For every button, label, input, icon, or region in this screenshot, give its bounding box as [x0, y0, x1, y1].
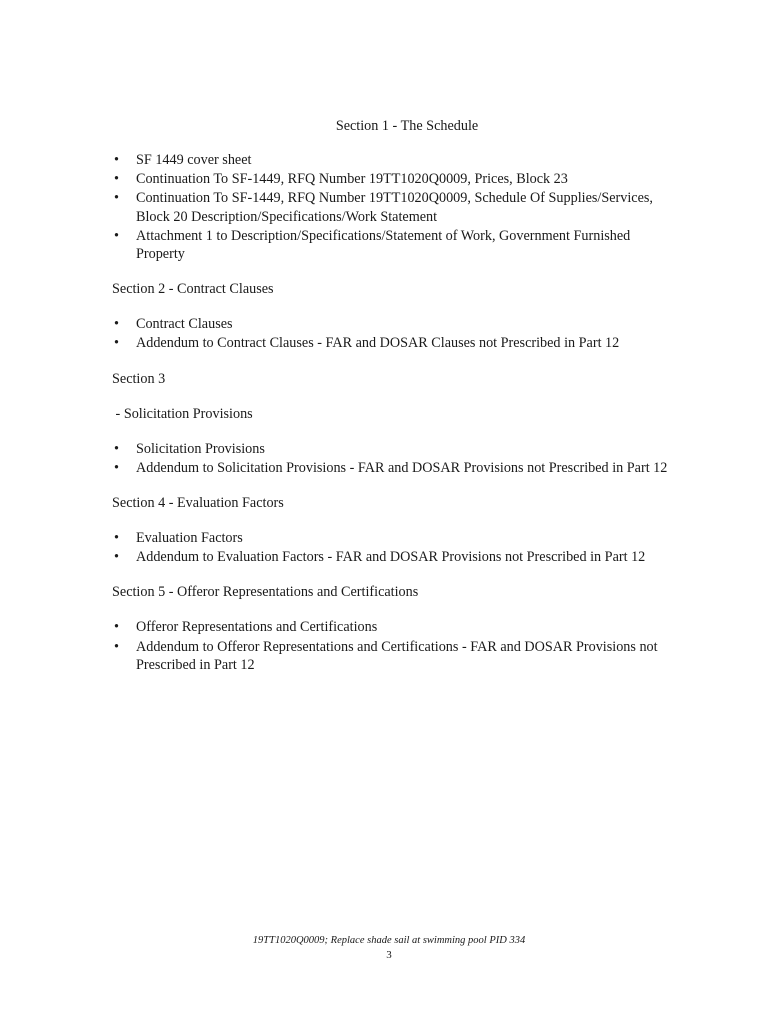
document-body	[112, 117, 672, 691]
section-2-heading: Section 2 - Contract Clauses	[112, 281, 274, 298]
section-2-list	[112, 315, 672, 352]
footer-note: 19TT1020Q0009; Replace shade sail at swimming pool PID 334	[252, 935, 526, 946]
list-item: • Evaluation Factors	[112, 529, 672, 547]
section-5-heading: Section 5 - Offeror Representations and Certifications	[112, 584, 419, 601]
list-item: • Continuation To SF-1449, RFQ Number 19TT1020Q0009, Prices, Block 23	[112, 170, 672, 188]
section-3-subheading: - Solicitation Provisions	[112, 405, 253, 422]
list-item: • Solicitation Provisions	[112, 440, 672, 458]
section-3-list	[112, 440, 672, 477]
list-item: • Continuation To SF-1449, RFQ Number 19TT1020Q0009, Schedule Of Supplies/Services, Block 20 Description/Specifications/Work Statement	[112, 189, 672, 225]
section-4-list	[112, 529, 672, 566]
page-number: 3	[386, 949, 392, 961]
section-5-list	[112, 618, 672, 674]
list-item: • Attachment 1 to Description/Specifications/Statement of Work, Government Furnished Property	[112, 227, 672, 263]
list-item: • Addendum to Solicitation Provisions - FAR and DOSAR Provisions not Prescribed in Part 12	[112, 459, 672, 477]
section-4-heading: Section 4 - Evaluation Factors	[112, 495, 284, 512]
list-item: • Addendum to Evaluation Factors - FAR and DOSAR Provisions not Prescribed in Part 12	[112, 548, 672, 566]
list-item: • Offeror Representations and Certifications	[112, 618, 672, 636]
list-item: • Contract Clauses	[112, 315, 672, 333]
section-1-list	[112, 151, 672, 263]
list-item: • Addendum to Offeror Representations and Certifications - FAR and DOSAR Provisions not Prescribed in Part 12	[112, 638, 672, 674]
list-item: • SF 1449 cover sheet	[112, 151, 672, 169]
list-item: • Addendum to Contract Clauses - FAR and DOSAR Clauses not Prescribed in Part 12	[112, 334, 672, 352]
section-3-heading: Section 3	[112, 370, 166, 387]
page-footer	[0, 934, 770, 962]
section-1-heading: Section 1 - The Schedule	[335, 118, 479, 134]
